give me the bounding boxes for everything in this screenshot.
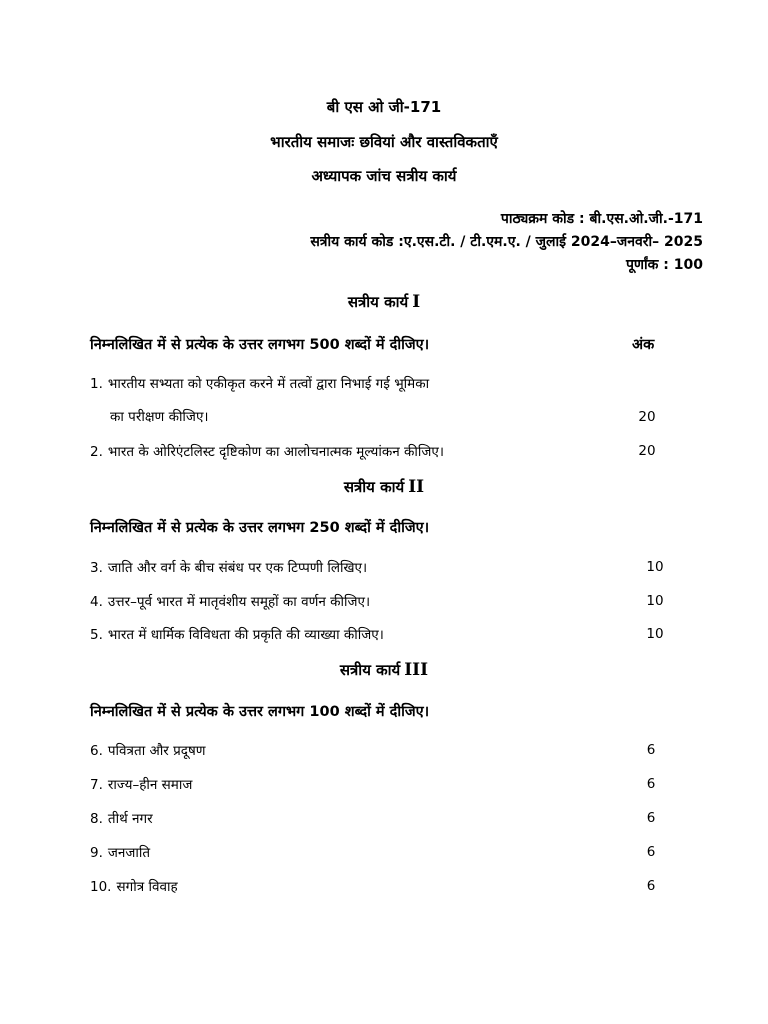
question-item (90, 625, 384, 643)
question-text: राज्य–हीन समाज (107, 777, 193, 793)
section-title: सत्रीय कार्य (339, 661, 401, 679)
section-numeral: II (408, 477, 425, 497)
question-text: उत्तर–पूर्व भारत में मातृवंशीय समूहों का वर्णन कीजिए। (107, 594, 371, 610)
course-name: भारतीय समाजः छवियां और वास्तविकताएँ (270, 133, 498, 151)
section-title: सत्रीय कार्य (343, 478, 405, 496)
question-item (90, 843, 150, 861)
section-title: सत्रीय कार्य (347, 293, 409, 311)
question-item (90, 877, 178, 895)
course-code-title: बी एस ओ जी-171 (326, 98, 442, 116)
section-numeral: I (412, 292, 421, 312)
question-text: भारत के ओरिएंटलिस्ट दृष्टिकोण का आलोचनात्मक मूल्यांकन कीजिए। (107, 444, 444, 460)
section-heading (0, 292, 768, 312)
question-marks: 20 (638, 443, 656, 459)
question-item (90, 374, 429, 392)
section-heading (0, 477, 768, 497)
question-item (90, 442, 444, 460)
question-item (90, 741, 206, 759)
question-marks: 6 (646, 878, 656, 894)
section-instruction: निम्नलिखित में से प्रत्येक के उत्तर लगभग 100 शब्दों में दीजिए। (90, 704, 430, 720)
question-item (90, 775, 192, 793)
question-text: भारतीय सभ्यता को एकीकृत करने में तत्वों द्वारा निभाई गई भूमिका (107, 376, 430, 392)
question-text: जनजाति (107, 845, 151, 861)
assignment-code: सत्रीय कार्य कोड :ए.एस.टी. / टी.एम.ए. / जुलाई 2024–जनवरी– 2025 (310, 234, 703, 250)
section-instruction: निम्नलिखित में से प्रत्येक के उत्तर लगभग 500 शब्दों में दीजिए। (90, 337, 430, 353)
question-marks: 6 (646, 776, 656, 792)
marks-column-header: अंक (632, 337, 655, 353)
question-marks: 6 (646, 844, 656, 860)
assignment-type: अध्यापक जांच सत्रीय कार्य (311, 167, 457, 185)
question-number: 10. (90, 879, 112, 895)
question-text: भारत में धार्मिक विविधता की प्रकृति की व्याख्या कीजिए। (107, 627, 384, 643)
question-marks: 20 (638, 409, 656, 425)
question-text: तीर्थ नगर (107, 811, 153, 827)
question-number: 6. (90, 743, 103, 759)
question-number: 1. (90, 376, 103, 392)
question-text-continuation: का परीक्षण कीजिए। (110, 409, 209, 425)
question-marks: 10 (646, 559, 664, 575)
section-numeral: III (404, 660, 429, 680)
question-text: सगोत्र विवाह (116, 879, 178, 895)
question-number: 7. (90, 777, 103, 793)
question-marks: 6 (646, 810, 656, 826)
question-item (90, 558, 367, 576)
question-number: 4. (90, 594, 103, 610)
max-marks: पूर्णांक : 100 (625, 257, 703, 273)
question-marks: 10 (646, 626, 664, 642)
question-marks: 10 (646, 593, 664, 609)
question-item (90, 809, 153, 827)
section-instruction: निम्नलिखित में से प्रत्येक के उत्तर लगभग 250 शब्दों में दीजिए। (90, 520, 430, 536)
section-heading (0, 660, 768, 680)
question-number: 8. (90, 811, 103, 827)
program-code: पाठ्यक्रम कोड : बी.एस.ओ.जी.-171 (500, 211, 703, 227)
question-number: 5. (90, 627, 103, 643)
question-text: जाति और वर्ग के बीच संबंध पर एक टिप्पणी लिखिए। (107, 560, 368, 576)
question-text: पवित्रता और प्रदूषण (107, 743, 206, 759)
question-number: 2. (90, 444, 103, 460)
question-number: 9. (90, 845, 103, 861)
question-marks: 6 (646, 742, 656, 758)
question-number: 3. (90, 560, 103, 576)
question-item (90, 592, 370, 610)
